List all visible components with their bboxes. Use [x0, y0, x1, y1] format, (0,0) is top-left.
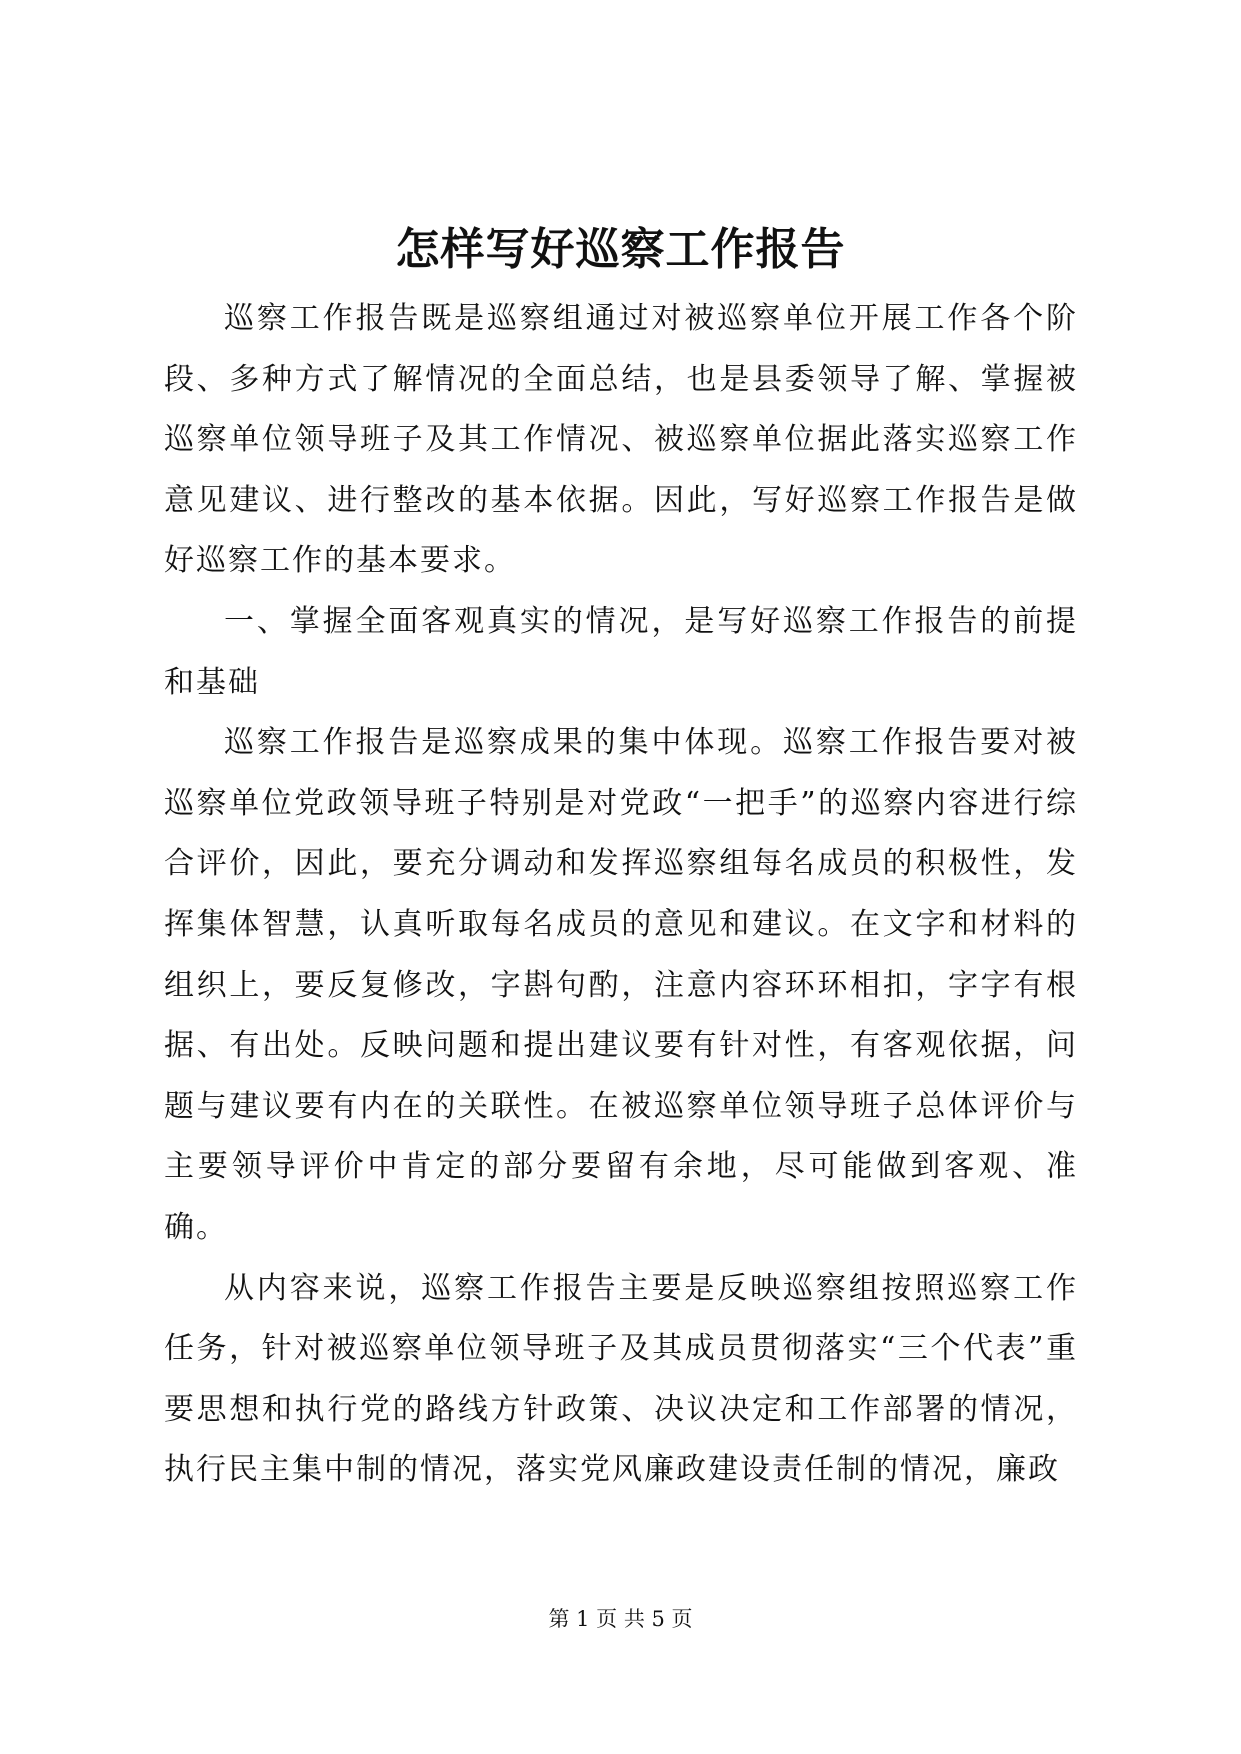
- document-title: 怎样写好巡察工作报告: [395, 224, 846, 275]
- paragraph-report-content: 巡察工作报告是巡察成果的集中体现。巡察工作报告要对被巡察单位党政领导班子特别是对党政“一把手”的巡察内容进行综合评价，因此，要充分调动和发挥巡察组每名成员的积极性，发挥集体智慧，认真听取每名成员的意见和建议。在文字和材料的组织上，要反复修改，字斟句酌，注意内容环环相扣，字字有根据、有出处。反映问题和提出建议要有针对性，有客观依据，问题与建议要有内在的关联性。在被巡察单位领导班子总体评价与主要领导评价中肯定的部分要留有余地，尽可能做到客观、准确。: [164, 725, 1078, 1245]
- document-body: [164, 289, 1078, 1501]
- paragraph-content-scope: 从内容来说，巡察工作报告主要是反映巡察组按照巡察工作任务，针对被巡察单位领导班子及其成员贯彻落实“三个代表”重要思想和执行党的路线方针政策、决议决定和工作部署的情况，执行民主集中制的情况，落实党风廉政建设责任制的情况，廉政: [164, 1270, 1078, 1488]
- paragraph-intro: 巡察工作报告既是巡察组通过对被巡察单位开展工作各个阶段、多种方式了解情况的全面总结，也是县委领导了解、掌握被巡察单位领导班子及其工作情况、被巡察单位据此落实巡察工作意见建议、进行整改的基本依据。因此，写好巡察工作报告是做好巡察工作的基本要求。: [164, 301, 1078, 579]
- paragraph-section-heading-1: 一、掌握全面客观真实的情况，是写好巡察工作报告的前提和基础: [164, 603, 1078, 700]
- page-number-footer: 第 1 页 共 5 页: [548, 1607, 693, 1631]
